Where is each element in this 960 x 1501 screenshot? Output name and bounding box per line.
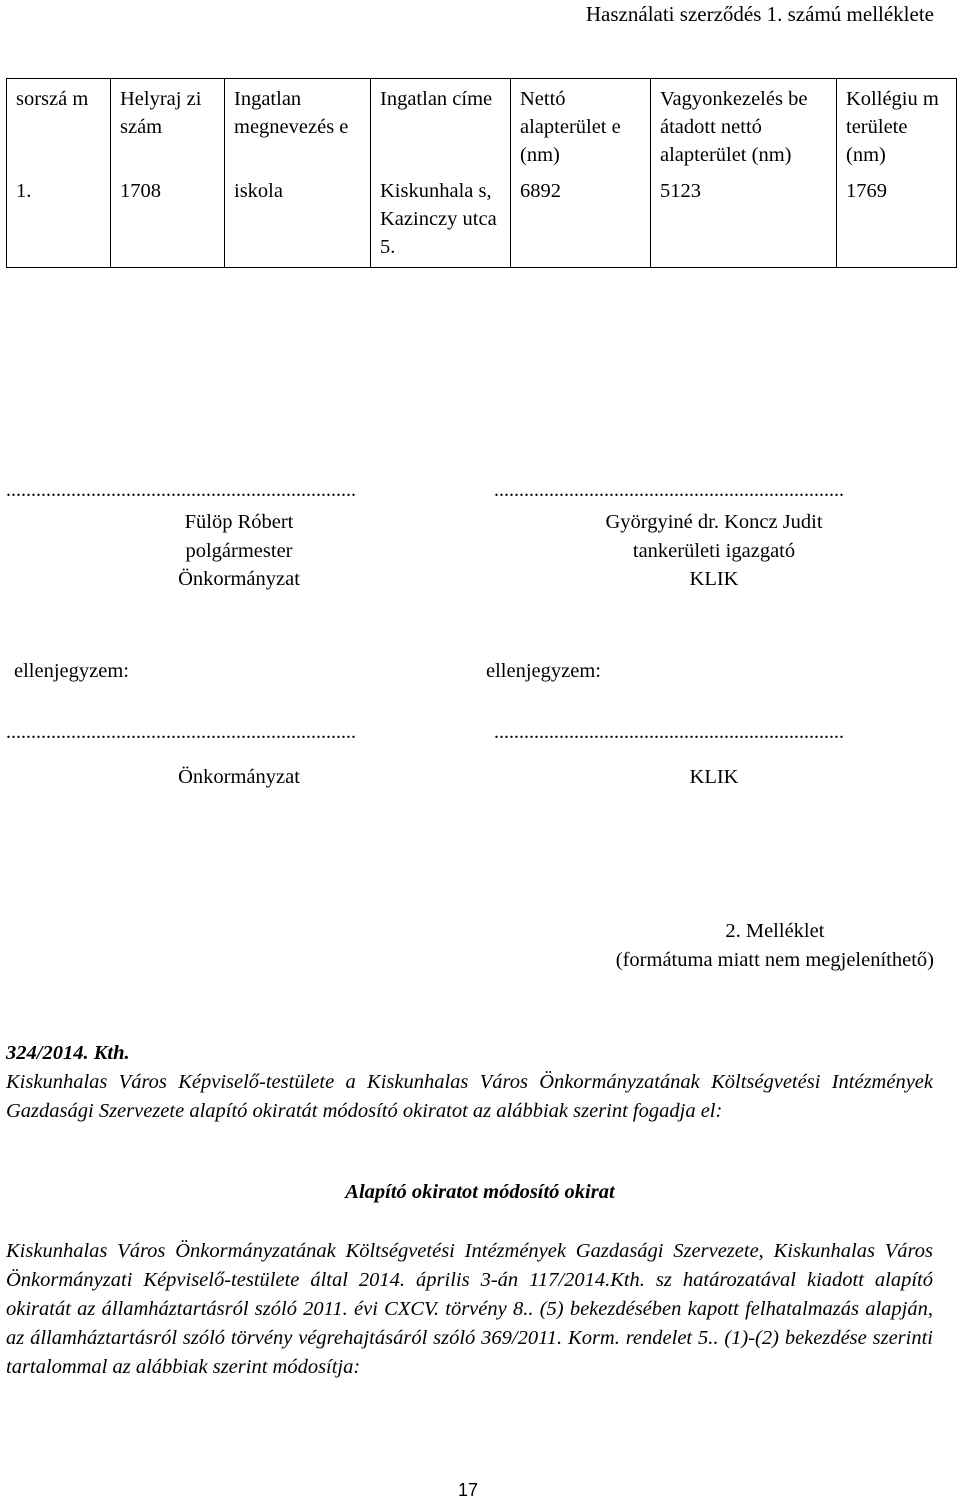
column-header: Ingatlan címe <box>371 79 511 176</box>
table-cell: 6892 <box>511 175 651 268</box>
countersign-org-right: KLIK <box>689 766 739 788</box>
table-header-row <box>7 79 957 176</box>
column-header: sorszá m <box>7 79 111 176</box>
signatory-name: Fülöp Róbert <box>184 511 294 533</box>
column-header: Vagyonkezelés be átadott nettó alapterület (nm) <box>651 79 837 176</box>
signature-line-right: ...................................................................... <box>494 480 844 501</box>
page-number: 17 <box>457 1480 479 1500</box>
table-cell: 1. <box>7 175 111 268</box>
resolution-number: 324/2014. Kth. <box>6 1042 130 1064</box>
countersign-label-left: ellenjegyzem: <box>14 660 129 682</box>
resolution-intro: Kiskunhalas Város Képviselő-testülete a Kiskunhalas Város Önkormányzatának Költségvetési Intézmények Gazdasági Szervezete alapító okiratát módosító okiratot az alábbiak szerint fogadja el: <box>6 1071 933 1122</box>
countersign-line-right: ...................................................................... <box>494 722 844 743</box>
document-subtitle: Alapító okiratot módosító okirat <box>345 1181 615 1203</box>
signatory-org: Önkormányzat <box>178 568 300 590</box>
resolution-body: Kiskunhalas Város Önkormányzatának Költségvetési Intézmények Gazdasági Szervezete, Kiskunhalas Város Önkormányzati Képviselő-testülete által 2014. április 3-án 117/2014.Kth. sz határozatával kiadott alapító okiratát az államháztartásról szóló 2011. évi CXCV. törvény 8.. (5) bekezdésében kapott felhatalmazás alapján, az államháztartásról szóló törvény végrehajtásáról szóló 369/2011. Korm. rendelet 5.. (1)-(2) bekezdése szerinti tartalommal az alábbiak szerint módosítja: <box>6 1240 933 1378</box>
annex-2-title: 2. Melléklet <box>725 920 825 942</box>
table-cell: iskola <box>225 175 371 268</box>
column-header: Helyraj zi szám <box>111 79 225 176</box>
countersign-org-left: Önkormányzat <box>178 766 300 788</box>
table-cell: 1708 <box>111 175 225 268</box>
signature-block-left <box>6 508 472 594</box>
signatory-role: tankerületi igazgató <box>632 539 796 562</box>
property-table <box>6 78 957 268</box>
column-header: Nettó alapterület e (nm) <box>511 79 651 176</box>
signatory-org: KLIK <box>689 568 739 590</box>
annex-2-block <box>616 917 934 975</box>
countersign-label-right: ellenjegyzem: <box>486 660 601 682</box>
column-header: Kollégiu m területe (nm) <box>837 79 957 176</box>
table-cell: 1769 <box>837 175 957 268</box>
annex-title: Használati szerződés 1. számú melléklete <box>585 2 934 26</box>
column-header: Ingatlan megnevezés e <box>225 79 371 176</box>
table-cell: Kiskunhala s, Kazinczy utca 5. <box>371 175 511 268</box>
signatory-name: Györgyiné dr. Koncz Judit <box>605 511 823 533</box>
annex-2-note: (formátuma miatt nem megjeleníthető) <box>615 949 934 971</box>
countersign-line-left: ...................................................................... <box>6 722 356 743</box>
table-row <box>7 175 957 268</box>
signature-line-left: ...................................................................... <box>6 480 356 501</box>
signature-block-right <box>494 508 934 594</box>
signatory-role: polgármester <box>185 539 293 562</box>
table-cell: 5123 <box>651 175 837 268</box>
